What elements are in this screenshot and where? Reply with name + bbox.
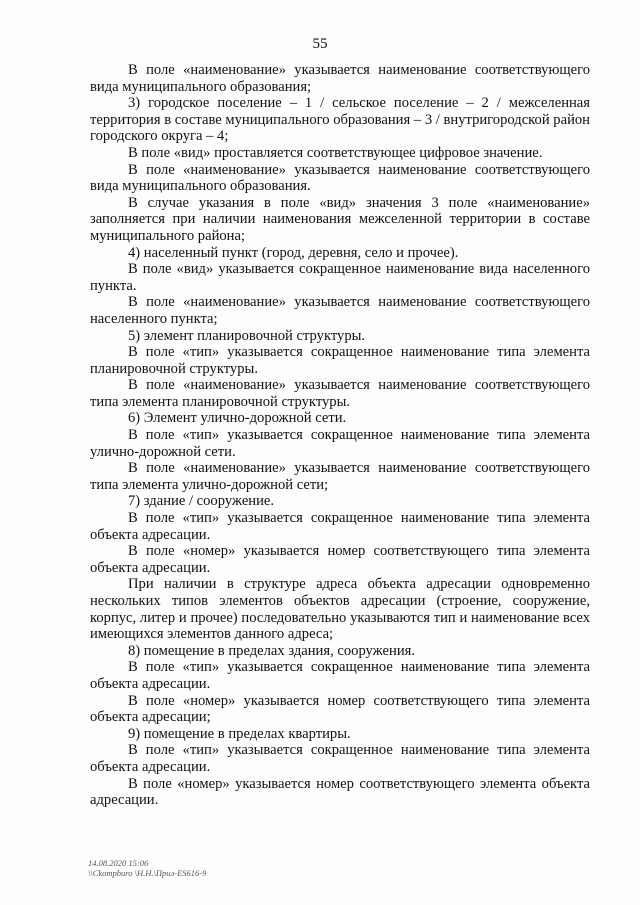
paragraph: В поле «вид» указывается сокращенное наименование вида населенного пункта. xyxy=(90,261,590,294)
paragraph: 4) населенный пункт (город, деревня, село и прочее). xyxy=(128,244,459,261)
paragraph: В поле «номер» указывается номер соответствующего элемента объекта адресации. xyxy=(90,775,590,809)
paragraph: В поле «тип» указывается сокращенное наименование типа элемента объекта адресации. xyxy=(90,742,590,775)
paragraph: 3) городское поселение – 1 / сельское поселение – 2 / межселенная территория в составе муниципального образования – 3 / внутригородской район городского округа – 4; xyxy=(90,95,590,145)
paragraph: В поле «тип» указывается сокращенное наименование типа элемента планировочной структуры. xyxy=(90,344,590,377)
page-number: 55 xyxy=(312,36,328,52)
paragraph: В поле «наименование» указывается наименование соответствующего вида муниципального образования; xyxy=(90,62,590,95)
paragraph: В поле «номер» указывается номер соответствующего типа элемента объекта адресации. xyxy=(90,543,590,576)
paragraph: В случае указания в поле «вид» значения 3 поле «наименование» заполняется при наличии наименования межселенной территории в составе муниципального района; xyxy=(90,194,590,244)
paragraph: В поле «наименование» указывается наименование соответствующего типа элемента планировочной структуры. xyxy=(90,377,590,410)
paragraph: В поле «тип» указывается сокращенное наименование типа элемента объекта адресации. xyxy=(90,659,590,692)
paragraph: В поле «наименование» указывается наименование соответствующего населенного пункта; xyxy=(90,294,590,327)
paragraph: 8) помещение в пределах здания, сооружения. xyxy=(128,642,416,659)
paragraph: 7) здание / сооружение. xyxy=(128,493,275,510)
document-footer xyxy=(88,858,206,878)
paragraph: В поле «номер» указывается номер соответствующего типа элемента объекта адресации; xyxy=(90,692,590,726)
paragraph: 5) элемент планировочной структуры. xyxy=(128,327,366,344)
paragraph: В поле «наименование» указывается наименование соответствующего типа элемента улично-дорожной сети; xyxy=(90,460,590,493)
paragraph: В поле «тип» указывается сокращенное наименование типа элемента объекта адресации. xyxy=(90,510,590,543)
paragraph: 9) помещение в пределах квартиры. xyxy=(128,725,351,742)
footer-file-path: \\Ckompburo \Н.Н.\Прил-ES616-9 xyxy=(88,868,207,878)
paragraph: При наличии в структуре адреса объекта адресации одновременно нескольких типов элементов объектов адресации (строение, сооружение, корпус, литер и прочее) последовательно указываются тип и наименование всех имеющихся элементов данного адреса; xyxy=(90,576,590,643)
document-body xyxy=(90,62,590,809)
paragraph: В поле «вид» проставляется соответствующее цифровое значение. xyxy=(128,144,543,161)
paragraph: В поле «тип» указывается сокращенное наименование типа элемента улично-дорожной сети. xyxy=(90,427,590,460)
footer-timestamp: 14.08.2020 15:06 xyxy=(88,858,149,868)
paragraph: В поле «наименование» указывается наименование соответствующего вида муниципального образования. xyxy=(90,161,590,195)
paragraph: 6) Элемент улично-дорожной сети. xyxy=(128,410,347,427)
